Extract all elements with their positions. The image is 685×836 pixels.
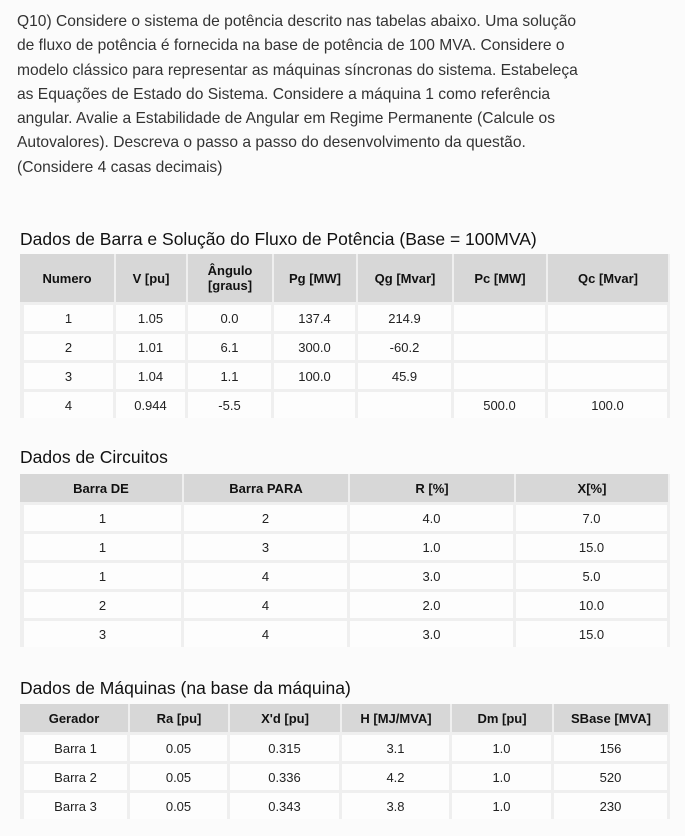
table-cell: 4.2 <box>342 761 452 790</box>
header-angle-unit: [graus] <box>207 278 253 293</box>
table-cell: 10.0 <box>516 589 670 618</box>
table-cell: 214.9 <box>358 302 454 331</box>
table-cell: -60.2 <box>358 331 454 360</box>
table-cell: 4 <box>184 589 350 618</box>
table-header-row <box>20 474 670 502</box>
table-row <box>20 790 670 819</box>
table-cell: 0.05 <box>130 732 230 761</box>
table-row <box>20 589 670 618</box>
header-cell: Pg [MW] <box>274 254 358 302</box>
table-cell: 100.0 <box>548 389 670 418</box>
table-cell: 2 <box>20 331 116 360</box>
table-cell: 1.0 <box>452 732 554 761</box>
bus-table-title: Dados de Barra e Solução do Fluxo de Potência (Base = 100MVA) <box>20 229 537 249</box>
table-cell: 1.1 <box>188 360 274 389</box>
table-cell: 0.315 <box>230 732 342 761</box>
table-header-row <box>20 704 670 732</box>
header-angle-label: Ângulo <box>207 263 253 278</box>
table-cell: 3.0 <box>350 618 516 647</box>
table-cell: Barra 2 <box>20 761 130 790</box>
table-cell: 4.0 <box>350 502 516 531</box>
table-cell: 2 <box>184 502 350 531</box>
table-cell: 1 <box>20 302 116 331</box>
table-cell: 1.05 <box>116 302 188 331</box>
header-cell: Barra PARA <box>184 474 350 502</box>
table-cell: 4 <box>184 618 350 647</box>
machine-table-title: Dados de Máquinas (na base da máquina) <box>20 678 351 698</box>
table-cell: 1.0 <box>452 790 554 819</box>
table-cell: 4 <box>184 560 350 589</box>
table-cell: 1.01 <box>116 331 188 360</box>
table-row <box>20 302 670 331</box>
table-row <box>20 732 670 761</box>
circuit-data-table <box>20 474 670 647</box>
table-row <box>20 761 670 790</box>
table-cell: 5.0 <box>516 560 670 589</box>
header-cell: Barra DE <box>20 474 184 502</box>
circuit-table-title: Dados de Circuitos <box>20 447 168 467</box>
bus-data-table <box>20 254 670 418</box>
header-cell: Qc [Mvar] <box>548 254 670 302</box>
table-cell: 0.05 <box>130 761 230 790</box>
header-cell: Numero <box>20 254 116 302</box>
table-cell: 156 <box>554 732 670 761</box>
table-cell: 3 <box>20 618 184 647</box>
question-line: Q10) Considere o sistema de potência descrito nas tabelas abaixo. Uma solução <box>17 13 577 30</box>
table-cell: 3 <box>184 531 350 560</box>
table-cell <box>548 302 670 331</box>
header-cell: Qg [Mvar] <box>358 254 454 302</box>
table-cell: 0.343 <box>230 790 342 819</box>
table-cell: 1 <box>20 560 184 589</box>
table-row <box>20 531 670 560</box>
table-row <box>20 502 670 531</box>
question-line: modelo clássico para representar as máquinas síncronas do sistema. Estabeleça <box>17 61 578 79</box>
table-cell: 1 <box>20 502 184 531</box>
table-cell <box>358 389 454 418</box>
table-cell: -5.5 <box>188 389 274 418</box>
table-cell: 45.9 <box>358 360 454 389</box>
header-cell: H [MJ/MVA] <box>342 704 452 732</box>
table-cell <box>454 302 548 331</box>
table-cell: Barra 1 <box>20 732 130 761</box>
table-cell: 3.8 <box>342 790 452 819</box>
header-cell: Ra [pu] <box>130 704 230 732</box>
table-cell: 7.0 <box>516 502 670 531</box>
table-cell: 230 <box>554 790 670 819</box>
machine-data-table <box>20 704 670 819</box>
table-cell <box>548 360 670 389</box>
question-line: de fluxo de potência é fornecida na base de potência de 100 MVA. Considere o <box>17 37 565 55</box>
table-cell: 15.0 <box>516 618 670 647</box>
table-row <box>20 389 670 418</box>
table-cell: 0.944 <box>116 389 188 418</box>
table-row <box>20 360 670 389</box>
header-cell: X'd [pu] <box>230 704 342 732</box>
table-cell <box>548 331 670 360</box>
header-cell: Pc [MW] <box>454 254 548 302</box>
question-text <box>17 10 677 180</box>
table-cell: 3.1 <box>342 732 452 761</box>
question-line: Autovalores). Descreva o passo a passo do desenvolvimento da questão. <box>17 134 526 152</box>
table-cell: 520 <box>554 761 670 790</box>
table-cell: 0.336 <box>230 761 342 790</box>
header-cell: Gerador <box>20 704 130 732</box>
table-cell <box>454 331 548 360</box>
header-cell: V [pu] <box>116 254 188 302</box>
table-row <box>20 331 670 360</box>
table-row <box>20 618 670 647</box>
table-cell: Barra 3 <box>20 790 130 819</box>
header-cell-angle <box>188 254 274 302</box>
header-cell: Dm [pu] <box>452 704 554 732</box>
table-cell: 500.0 <box>454 389 548 418</box>
table-header-row <box>20 254 670 302</box>
header-cell: SBase [MVA] <box>554 704 670 732</box>
header-cell: X[%] <box>516 474 670 502</box>
table-cell: 137.4 <box>274 302 358 331</box>
table-cell: 0.05 <box>130 790 230 819</box>
table-row <box>20 560 670 589</box>
table-cell: 100.0 <box>274 360 358 389</box>
question-line: angular. Avalie a Estabilidade de Angular em Regime Permanente (Calcule os <box>17 110 556 128</box>
question-line: (Considere 4 casas decimais) <box>17 158 223 176</box>
table-cell: 300.0 <box>274 331 358 360</box>
question-line: as Equações de Estado do Sistema. Considere a máquina 1 como referência <box>17 85 551 103</box>
table-cell: 1 <box>20 531 184 560</box>
header-cell: R [%] <box>350 474 516 502</box>
table-cell: 4 <box>20 389 116 418</box>
table-cell: 2 <box>20 589 184 618</box>
table-cell: 6.1 <box>188 331 274 360</box>
table-cell: 1.0 <box>350 531 516 560</box>
table-cell: 0.0 <box>188 302 274 331</box>
table-cell: 3.0 <box>350 560 516 589</box>
table-cell <box>274 389 358 418</box>
table-cell: 1.04 <box>116 360 188 389</box>
table-cell <box>454 360 548 389</box>
table-cell: 15.0 <box>516 531 670 560</box>
table-cell: 1.0 <box>452 761 554 790</box>
table-cell: 3 <box>20 360 116 389</box>
table-cell: 2.0 <box>350 589 516 618</box>
